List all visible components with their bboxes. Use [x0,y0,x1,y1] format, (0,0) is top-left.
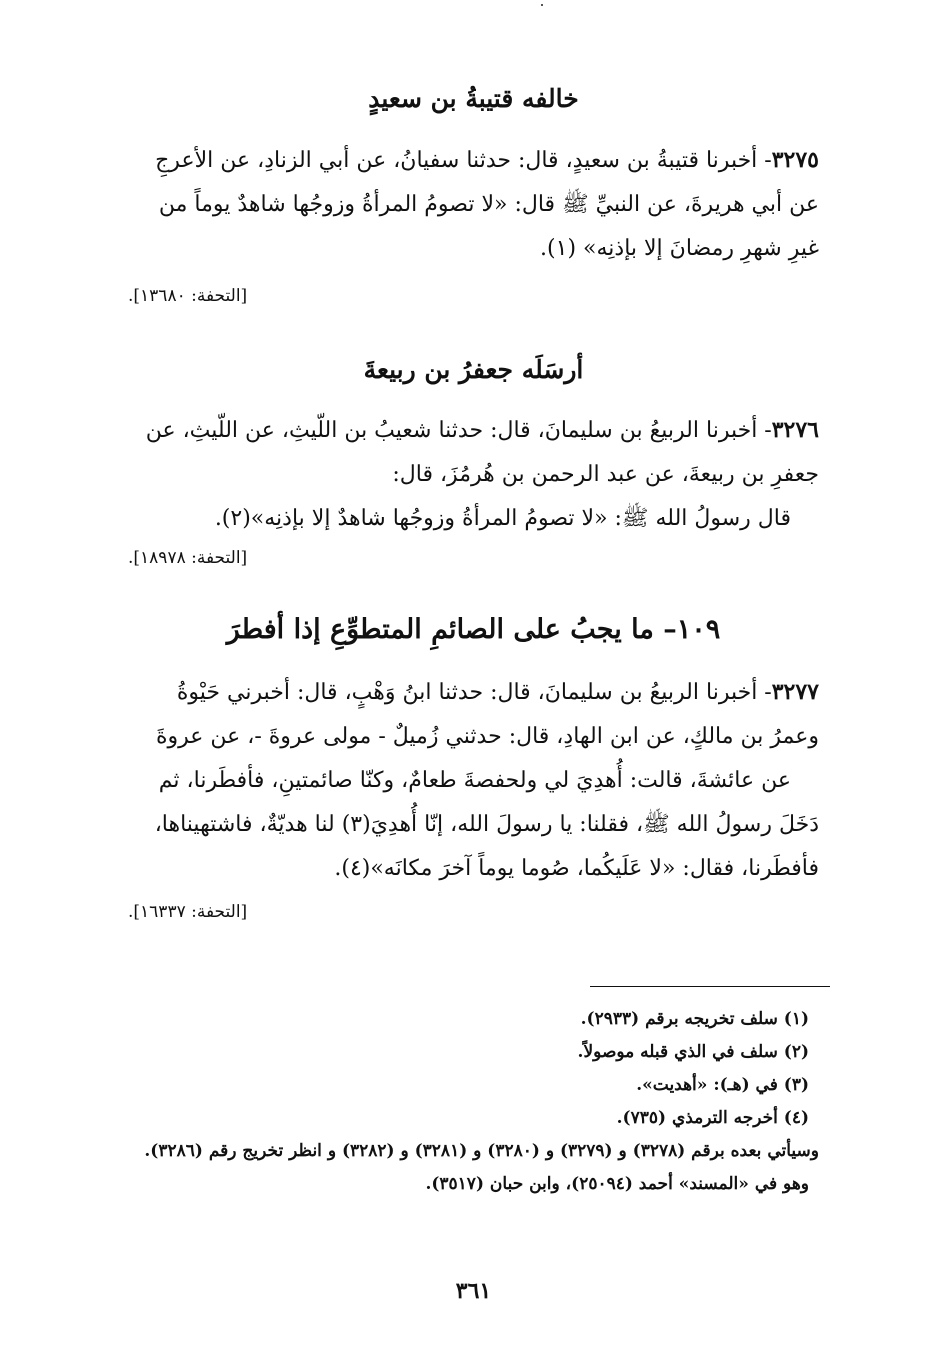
hadith-number: ٣٢٧٥ [771,147,819,173]
hadith-3277-line5: فأفطَرنا، فقال: «لا عَلَيكُما، صُوما يوماً آخرَ مكانَه»(٤). [334,856,819,881]
tuhfa-ref-3275: [التحفة: ١٣٦٨٠]. [128,286,248,306]
hadith-3277-line2: وعمرُ بن مالكٍ، عن ابن الهادِ، قال: حدثني زُميلٌ - مولى عروةَ -، عن عروةَ [155,724,819,749]
hadith-3275-line1: ٣٢٧٥- أخبرنا قتيبةُ بن سعيدٍ، قال: حدثنا سفيانُ، عن أبي الزنادِ، عن الأعرجِ [155,147,819,173]
hadith-3276-line3: قال رسولُ الله ﷺ: «لا تصومُ المرأةُ وزوجُها شاهدٌ إلا بإذنِه»(٢). [214,506,791,531]
hadith-number: ٣٢٧٧ [771,679,819,705]
hadith-3277-line1: ٣٢٧٧- أخبرنا الربيعُ بن سليمانَ، قال: حدثنا ابنُ وَهْبٍ، قال: أخبرني حَيْوةُ [176,679,819,705]
hadith-number: ٣٢٧٦ [771,417,819,443]
hadith-3277-line4: دَخَلَ رسولُ الله ﷺ، فقلنا: يا رسولَ الله، إنّا أُهدِيَ(٣) لنا هديّةٌ، فاشتهيناها، [154,812,819,837]
footnote-4-continued: وسيأتي بعده برقم (٣٢٧٨) و (٣٢٧٩) و (٣٢٨٠) و (٣٢٨١) و (٣٢٨٢) و انظر تخريج رقم (٣٢٨٦). [144,1141,819,1161]
section-heading-jafar: أرسَلَه جعفرُ بن ربيعةَ [363,355,584,384]
section-heading-qutayba: خالفه قتيبةُ بن سعيدٍ [368,84,579,113]
footnote-4-musnad: وهو في «المسند» أحمد (٢٥٠٩٤)، وابن حبان (٣٥١٧). [425,1174,809,1194]
footnotes [128,1003,819,1201]
footnote-separator [590,986,830,987]
tuhfa-ref-3277: [التحفة: ١٦٣٣٧]. [128,902,248,922]
hadith-3275-line3: غيرِ شهرِ رمضانَ إلا بإذنِه» (١). [540,236,819,261]
tuhfa-ref-3276: [التحفة: ١٨٩٧٨]. [128,548,248,568]
hadith-3276-line1: ٣٢٧٦- أخبرنا الربيعُ بن سليمانَ، قال: حدثنا شعيبُ بن اللّيثِ، عن اللّيثِ، عن [145,417,819,443]
footnote-2: (٢) سلف في الذي قبله موصولاً. [577,1042,809,1062]
footnote-3: (٣) في (هـ): «أهديت». [636,1075,809,1095]
footnote-4: (٤) أخرجه الترمذي (٧٣٥). [616,1108,809,1128]
scan-speck [541,4,543,6]
hadith-3277-line3: عن عائشةَ، قالت: أُهدِيَ لي ولحفصةَ طعامٌ، وكنّا صائمتينِ، فأفطَرنا، ثم [158,768,791,793]
hadith-3277 [128,670,819,891]
hadith-3276 [128,408,819,541]
hadith-3275 [128,138,819,271]
page-number: ٣٦١ [455,1278,492,1304]
footnote-1: (١) سلف تخريجه برقم (٢٩٣٣). [580,1009,809,1029]
chapter-heading-109: ١٠٩– ما يجبُ على الصائمِ المتطوِّعِ إذا أفطرَ [226,614,721,645]
hadith-3275-line2: عن أبي هريرةَ، عن النبيِّ ﷺ قال: «لا تصومُ المرأةُ وزوجُها شاهدٌ يوماً من [158,192,819,217]
hadith-3276-line2: جعفرِ بن ربيعةَ، عن عبد الرحمن بن هُرمُزَ، قال: [392,462,819,487]
